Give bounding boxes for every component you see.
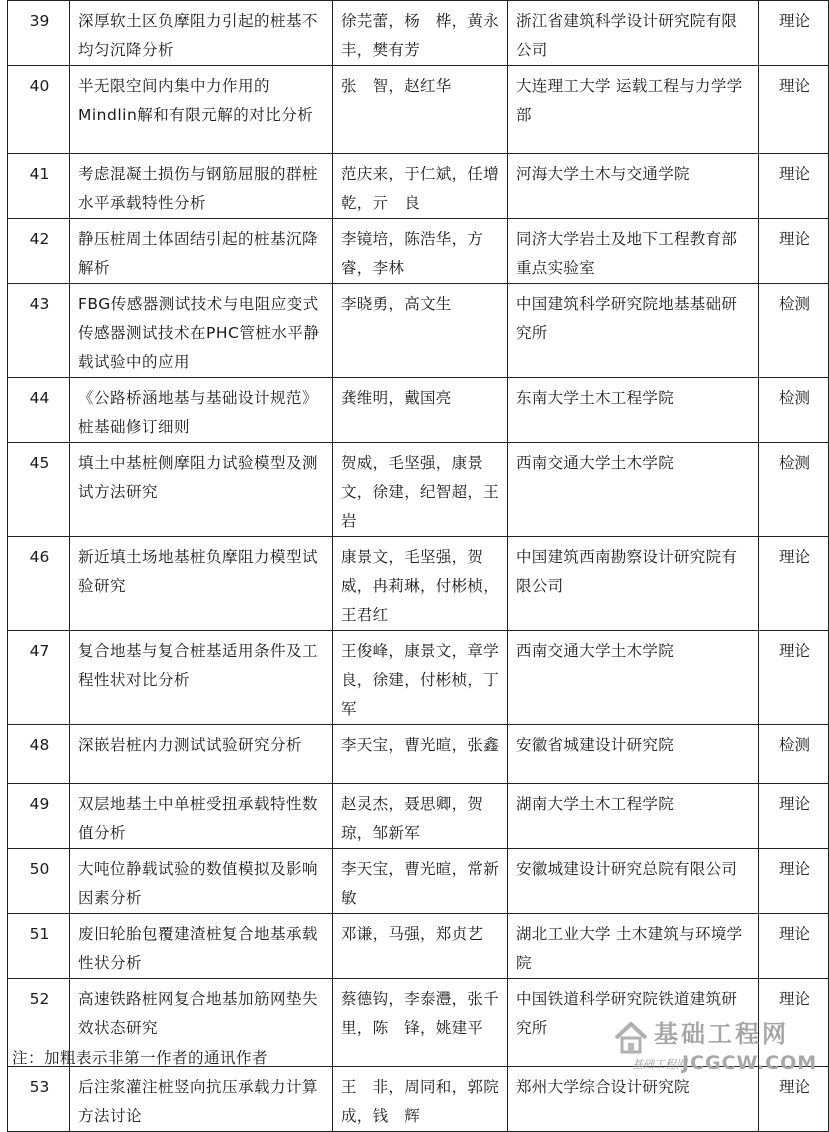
row-number: 45 — [8, 443, 70, 537]
table-row — [8, 849, 829, 914]
house-logo-icon — [612, 1018, 650, 1056]
paper-title: 深嵌岩桩内力测试试验研究分析 — [70, 725, 333, 784]
row-number: 42 — [8, 219, 70, 284]
author-institution: 同济大学岩土及地下工程教育部重点实验室 — [508, 219, 759, 284]
paper-type: 理论 — [759, 219, 829, 284]
row-number: 51 — [8, 914, 70, 979]
table-row — [8, 219, 829, 284]
author-institution: 中国建筑西南勘察设计研究院有限公司 — [508, 537, 759, 631]
papers-table — [7, 0, 829, 1132]
row-number: 43 — [8, 284, 70, 378]
paper-authors: 康景文，毛坚强，贺威，冉莉琳，付彬桢，王君红 — [333, 537, 508, 631]
row-number: 49 — [8, 784, 70, 849]
row-number: 39 — [8, 1, 70, 66]
paper-authors: 王俊峰，康景文，章学良，徐建，付彬桢，丁军 — [333, 631, 508, 725]
row-number: 46 — [8, 537, 70, 631]
table-row — [8, 443, 829, 537]
paper-authors: 李天宝，曹光暄，常新敏 — [333, 849, 508, 914]
paper-authors: 赵灵杰，聂思卿，贺琼，邹新军 — [333, 784, 508, 849]
row-number: 40 — [8, 66, 70, 154]
paper-title: 《公路桥涵地基与基础设计规范》桩基础修订细则 — [70, 378, 333, 443]
paper-title: FBG传感器测试技术与电阻应变式传感器测试技术在PHC管桩水平静载试验中的应用 — [70, 284, 333, 378]
author-institution: 中国铁道科学研究院铁道建筑研究所 — [508, 979, 759, 1067]
paper-authors: 李天宝，曹光暄，张鑫 — [333, 725, 508, 784]
paper-type: 检测 — [759, 443, 829, 537]
watermark-signature: 基础工程网 — [632, 1058, 687, 1071]
paper-title: 大吨位静载试验的数值模拟及影响因素分析 — [70, 849, 333, 914]
author-institution: 安徽城建设计研究总院有限公司 — [508, 849, 759, 914]
paper-type: 检测 — [759, 725, 829, 784]
paper-title: 静压桩周土体固结引起的桩基沉降解析 — [70, 219, 333, 284]
paper-type: 理论 — [759, 784, 829, 849]
paper-authors: 李晓勇，高文生 — [333, 284, 508, 378]
row-number: 44 — [8, 378, 70, 443]
paper-title: 考虑混凝土损伤与钢筋屈服的群桩水平承载特性分析 — [70, 154, 333, 219]
row-number: 48 — [8, 725, 70, 784]
row-number: 52 — [8, 979, 70, 1067]
author-institution: 西南交通大学土木学院 — [508, 631, 759, 725]
author-institution: 大连理工大学 运载工程与力学学部 — [508, 66, 759, 154]
paper-title: 半无限空间内集中力作用的Mindlin解和有限元解的对比分析 — [70, 66, 333, 154]
paper-authors: 李镜培，陈浩华，方睿，李林 — [333, 219, 508, 284]
author-institution: 河海大学土木与交通学院 — [508, 154, 759, 219]
paper-title: 复合地基与复合桩基适用条件及工程性状对比分析 — [70, 631, 333, 725]
paper-authors: 邓谦，马强，郑贞艺 — [333, 914, 508, 979]
table-row — [8, 631, 829, 725]
row-number: 47 — [8, 631, 70, 725]
paper-authors: 张 智，赵红华 — [333, 66, 508, 154]
row-number: 53 — [8, 1067, 70, 1132]
table-row — [8, 378, 829, 443]
table-row — [8, 1, 829, 66]
paper-authors: 范庆来，于仁斌，任增乾，亓 良 — [333, 154, 508, 219]
paper-type: 理论 — [759, 537, 829, 631]
paper-title: 废旧轮胎包覆建渣桩复合地基承载性状分析 — [70, 914, 333, 979]
table-row — [8, 537, 829, 631]
paper-title: 双层地基土中单桩受扭承载特性数值分析 — [70, 784, 333, 849]
author-institution: 湖北工业大学 土木建筑与环境学院 — [508, 914, 759, 979]
row-number: 41 — [8, 154, 70, 219]
author-institution: 安徽省城建设计研究院 — [508, 725, 759, 784]
paper-type: 理论 — [759, 1067, 829, 1132]
table-row — [8, 154, 829, 219]
paper-authors: 王 非，周同和，郭院成，钱 辉 — [333, 1067, 508, 1132]
site-watermark — [612, 1014, 818, 1080]
author-institution: 东南大学土木工程学院 — [508, 378, 759, 443]
paper-type: 理论 — [759, 66, 829, 154]
paper-type: 检测 — [759, 284, 829, 378]
paper-authors: 蔡德钩，李泰灃，张千里，陈 锋，姚建平 — [333, 979, 508, 1067]
paper-authors: 贺威，毛坚强，康景文，徐建，纪智超，王岩 — [333, 443, 508, 537]
paper-type: 理论 — [759, 849, 829, 914]
paper-title: 新近填土场地基桩负摩阻力模型试验研究 — [70, 537, 333, 631]
watermark-site-name: 基础工程网 — [654, 1020, 789, 1048]
paper-authors: 徐芫蕾，杨 桦，黄永丰，樊有芳 — [333, 1, 508, 66]
paper-type: 理论 — [759, 631, 829, 725]
table-row — [8, 784, 829, 849]
paper-title: 后注浆灌注桩竖向抗压承载力计算方法讨论 — [70, 1067, 333, 1132]
row-number: 50 — [8, 849, 70, 914]
paper-authors: 龚维明，戴国亮 — [333, 378, 508, 443]
table-row — [8, 914, 829, 979]
author-institution: 湖南大学土木工程学院 — [508, 784, 759, 849]
paper-title: 高速铁路桩网复合地基加筋网垫失效状态研究 — [70, 979, 333, 1067]
paper-type: 理论 — [759, 979, 829, 1067]
table-row — [8, 284, 829, 378]
watermark-url: JCGCW.COM — [682, 1052, 818, 1074]
table-row — [8, 66, 829, 154]
footnote: 注：加粗表示非第一作者的通讯作者 — [12, 1049, 269, 1067]
author-institution: 郑州大学综合设计研究院 — [508, 1067, 759, 1132]
author-institution: 西南交通大学土木学院 — [508, 443, 759, 537]
paper-type: 理论 — [759, 914, 829, 979]
paper-type: 理论 — [759, 1, 829, 66]
paper-title: 深厚软土区负摩阻力引起的桩基不均匀沉降分析 — [70, 1, 333, 66]
paper-title: 填土中基桩侧摩阻力试验模型及测试方法研究 — [70, 443, 333, 537]
table-row — [8, 725, 829, 784]
paper-type: 检测 — [759, 378, 829, 443]
paper-type: 理论 — [759, 154, 829, 219]
author-institution: 浙江省建筑科学设计研究院有限公司 — [508, 1, 759, 66]
author-institution: 中国建筑科学研究院地基基础研究所 — [508, 284, 759, 378]
